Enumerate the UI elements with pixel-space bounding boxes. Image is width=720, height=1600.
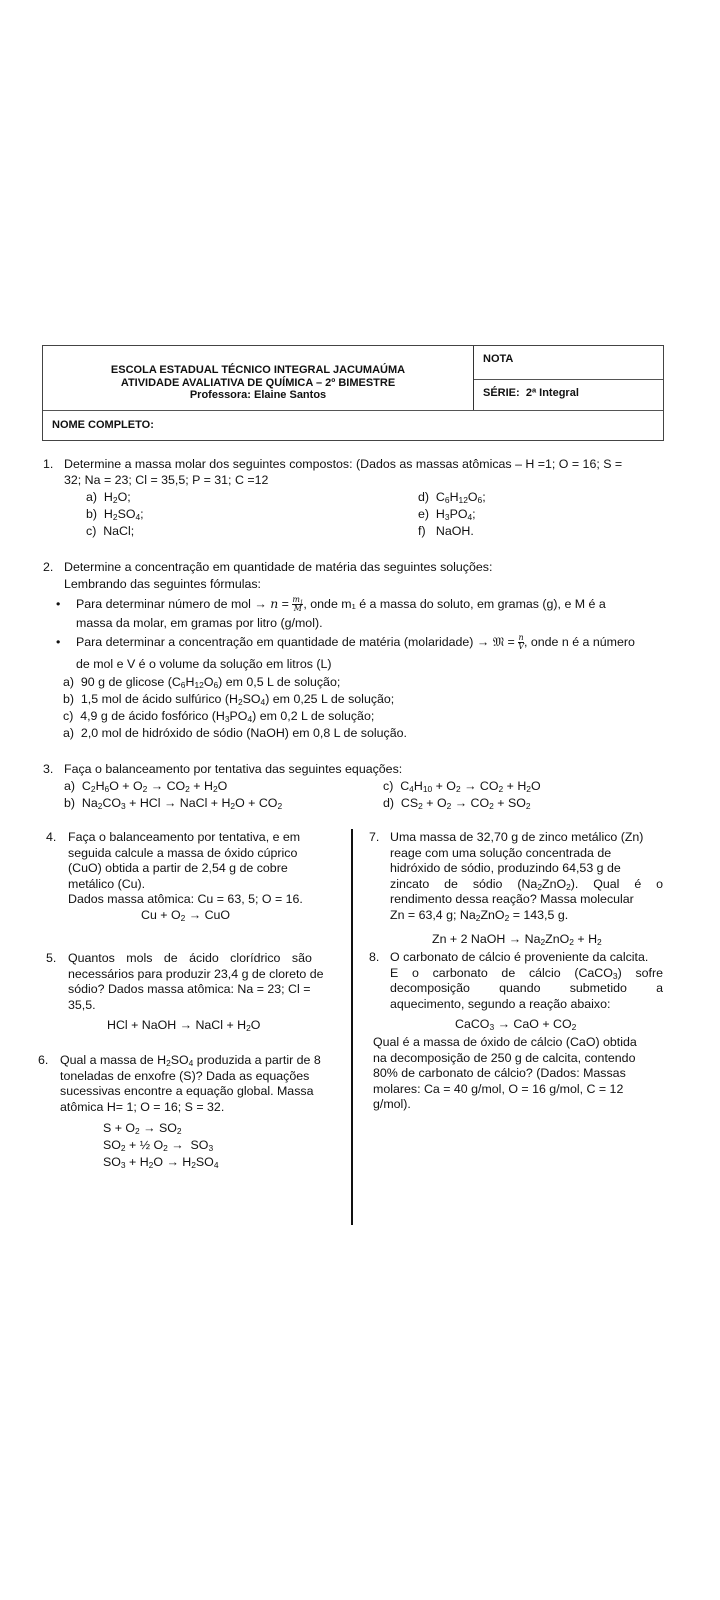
question-text: Faça o balanceamento por tentativa, e em seguida calcule a massa de óxido cúprico (CuO) obtida a partir de 2,54 g de cobre metálico (Cu). Dados massa atômica: Cu = 63, 5; O = 16.	[68, 830, 303, 906]
equation-item: d) $CS_2 + O_2 \to CO_2 + SO_2$	[383, 796, 531, 812]
question-number: 6.	[38, 1053, 49, 1067]
list-item: a) 2,0 mol de hidróxido de sódio (NaOH) em 0,8 L de solução.	[63, 726, 407, 740]
question-number: 7.	[369, 830, 380, 844]
teacher-name: Professora: Elaine Santos	[189, 389, 327, 402]
chemical-equation: CaCO$_3$ → CaO + $CO_2$	[455, 1017, 577, 1033]
question-number: 5.	[46, 951, 57, 965]
question-text: O carbonato de cálcio é proveniente da calcita. E o carbonato de cálcio (CaCO$_3$) sofre decomposição quando submetido a aquecimento, segundo a reação abaixo:	[390, 950, 663, 1011]
question-text: Determine a massa molar dos seguintes compostos: (Dados as massas atômicas – H =1; O = 16; S =	[64, 457, 623, 471]
student-name-label: NOME COMPLETO:	[52, 419, 154, 431]
header-title-cell	[43, 346, 474, 410]
list-item: d) $C_6H_{12}O_6$;	[418, 490, 486, 506]
school-name: ESCOLA ESTADUAL TÉCNICO INTEGRAL JACUMAÚMA	[110, 364, 406, 377]
chemical-equation: $S + O_2 \to SO_2$	[103, 1121, 182, 1137]
formula-bullet-cont: massa da molar, em gramas por litro (g/mol).	[76, 616, 323, 630]
list-item: b) $H_2SO_4$;	[86, 507, 144, 523]
grade-cell	[474, 346, 663, 380]
question-number: 4.	[46, 830, 57, 844]
series-label: SÉRIE:	[483, 387, 520, 399]
question-text: Faça o balanceamento por tentativa das seguintes equações:	[64, 762, 403, 776]
question-text: Lembrando das seguintes fórmulas:	[64, 577, 261, 591]
list-item: f) NaOH.	[418, 524, 474, 538]
chemical-equation: HCl + NaOH → NaCl + $H_2O$	[107, 1018, 261, 1034]
series-value: 2$^a$ Integral	[525, 385, 579, 399]
list-item: a) $H_2O$;	[86, 490, 131, 506]
series-cell	[474, 380, 663, 410]
question-number: 8.	[369, 950, 380, 964]
list-item: c) 4,9 g de ácido fosfórico $(H_3PO_4)$ em 0,2 L de solução;	[63, 709, 375, 725]
list-item: e) $H_3PO_4$;	[418, 507, 476, 523]
formula-bullet-cont: de mol e V é o volume da solução em litros (L)	[76, 657, 332, 671]
list-item: a) 90 g de glicose $(C_6H_{12}O_6)$ em 0,5 L de solução;	[63, 675, 341, 691]
chemical-equation: Zn + 2 NaOH → $Na_2ZnO_2 + H_2$	[432, 932, 602, 948]
equation-item: b) $Na_2CO_3$ + HCl → NaCl + $H_2O + CO_2$	[64, 796, 283, 812]
header-table	[42, 345, 664, 441]
question-number: 1.	[43, 457, 54, 471]
question-text: Quantos mols de ácido clorídrico são necessários para produzir 23,4 g de cloreto de sódio? Dados massa atômica: Na = 23; Cl = 35,5.	[68, 951, 324, 1012]
equation-item: a) $C_2H_6O + O_2 \to CO_2 + H_2O$	[64, 779, 228, 795]
grade-label: NOTA	[483, 353, 514, 365]
list-item: b) 1,5 mol de ácido sulfúrico $(H_2SO_4)$ em 0,25 L de solução;	[63, 692, 395, 708]
chemical-equation: $SO_3 + H_2O \to H_2SO_4$	[103, 1155, 219, 1171]
formula-bullet: • Para determinar número de mol → n = $\frac{m_1}{M}$ , onde m₁ é a massa do soluto, em gramas (g), e M é a	[76, 596, 606, 613]
question-number: 2.	[43, 560, 54, 574]
question-text: Uma massa de 32,70 g de zinco metálico (Zn) reage com uma solução concentrada de hidróxido de sódio, produzindo 64,53 g de zincato de sódio $(Na_2ZnO_2)$. Qual é o rendimento dessa reação? Massa molecular Zn = 63,4 g; $Na_2ZnO_2 = 143,5$ g.	[390, 830, 663, 923]
student-name-cell	[43, 410, 663, 440]
question-text: 32; Na = 23; Cl = 35,5; P = 31; C =12	[64, 473, 269, 487]
column-divider	[351, 829, 353, 1225]
question-number: 3.	[43, 762, 54, 776]
question-text: Determine a concentração em quantidade de matéria das seguintes soluções:	[64, 560, 493, 574]
list-item: c) NaCl;	[86, 524, 135, 538]
activity-title: ATIVIDADE AVALIATIVA DE QUÍMICA – 2º BIMESTRE	[120, 376, 396, 389]
question-text: Qual é a massa de óxido de cálcio (CaO) obtida na decomposição de 250 g de calcita, contendo 80% de carbonato de cálcio? (Dados: Massas molares: Ca = 40 g/mol, O = 16 g/mol, C = 12 g/mol).	[373, 1035, 637, 1111]
formula-bullet: • Para determinar a concentração em quantidade de matéria (molaridade) → 𝔐 = $\frac{n}{V}$ , onde n é a número	[76, 634, 635, 651]
question-text: Qual a massa de $H_2SO_4$ produzida a partir de 8 toneladas de enxofre (S)? Dada as equações sucessivas encontre a equação global. Massa atômica H= 1; O = 16; S = 32.	[60, 1053, 321, 1114]
equation-item: c) $C_4H_{10} + O_2 \to CO_2 + H_2O$	[383, 779, 541, 795]
chemical-equation: $Cu + O_2$ → CuO	[141, 908, 231, 924]
chemical-equation: $SO_2$ + ½ $O_2 \to SO_3$	[103, 1138, 214, 1154]
